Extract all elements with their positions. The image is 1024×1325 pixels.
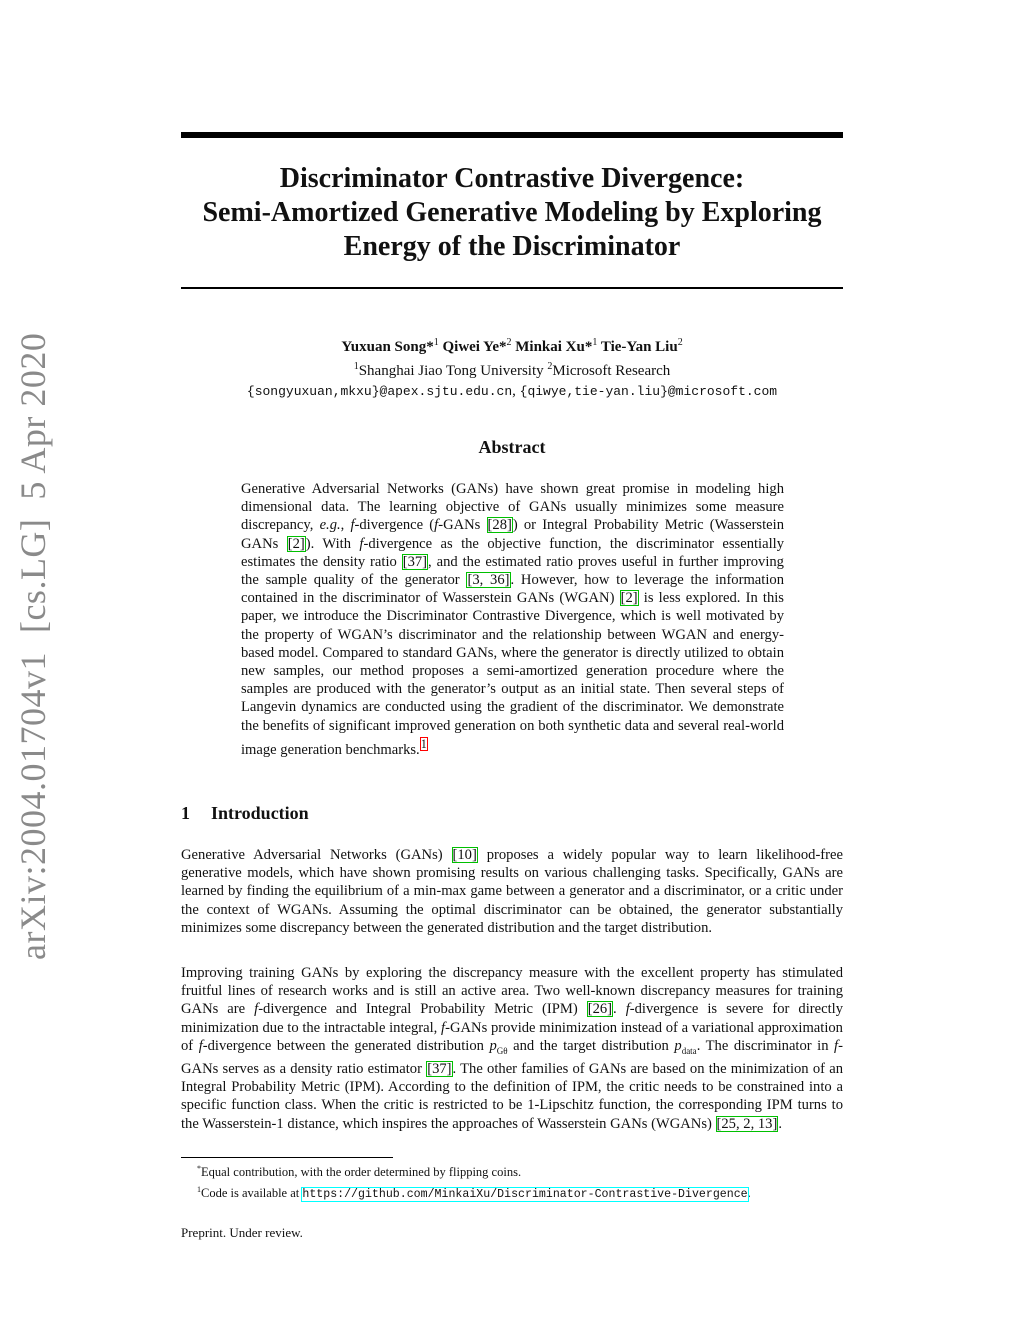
abstract-heading: Abstract <box>478 437 546 457</box>
paragraph-text-run: . <box>778 1115 782 1132</box>
arxiv-identifier-stamp: arXiv:2004.01704v1 [cs.LG] 5 Apr 2020 <box>13 332 53 960</box>
paragraph-text-run: -divergence between the generated distribution <box>202 1037 490 1054</box>
math-p-data: p <box>674 1037 682 1054</box>
author-2-affiliation: 2 <box>506 337 512 348</box>
section-number: 1 <box>181 803 190 823</box>
paragraph-text-run: Generative Adversarial Networks (GANs) <box>181 847 452 863</box>
footnote-rule <box>181 1157 393 1158</box>
footnote-star-mark: * <box>197 1164 201 1173</box>
math-f: f <box>434 517 439 534</box>
citation-2[interactable]: [2] <box>287 535 305 552</box>
author-2: Qiwei Ye* <box>442 339 507 355</box>
abstract-text-run: . However, how to leverage the information contained in the discriminator of Wasserstein GANs (WGAN) <box>241 572 784 607</box>
citation-10[interactable]: [10] <box>452 847 477 863</box>
title-line-3: Energy of the Discriminator <box>343 231 681 262</box>
abstract-text-run: , <box>340 517 351 534</box>
preprint-footer: Preprint. Under review. <box>181 1225 303 1240</box>
abstract-text-run: -divergence as the objective function, the discriminator essentially estimates the density ratio <box>241 535 784 570</box>
title-line-1: Discriminator Contrastive Divergence: <box>279 163 745 194</box>
math-f: f <box>254 1001 259 1018</box>
author-block <box>150 333 874 402</box>
math-f: f <box>834 1037 839 1054</box>
paragraph-text-run: -divergence is severe for directly minimization due to the intractable integral, <box>181 1001 843 1036</box>
math-f: f <box>625 1001 630 1018</box>
affiliation-2: Microsoft Research <box>552 363 671 379</box>
email-microsoft: {qiwye,tie-yan.liu}@microsoft.com <box>519 384 778 399</box>
citation-26[interactable]: [26] <box>587 1001 613 1018</box>
paragraph-text-run: and the target distribution <box>507 1037 675 1054</box>
intro-paragraph-1 <box>181 846 843 937</box>
abstract-text-run: Generative Adversarial Networks (GANs) have shown great promise in modeling high dimensional data. The learning objective of GANs usually minimizes some measure discrepancy, <box>241 481 784 534</box>
title-line-2: Semi-Amortized Generative Modeling by Exploring <box>202 197 822 228</box>
paragraph-text-run: . The other families of GANs are based on the minimization of an Integral Probability Metric (IPM). According to the definition of IPM, the critic needs to be constrained into a specific function class. When the critic is restricted to be 1-Lipschitz function, the corresponding IPM turns to the Wasserstein-1 distance, which inspires the approaches of Wasserstein GANs (WGANs) <box>181 1060 843 1132</box>
footnote-code <box>197 1181 857 1203</box>
abstract-eg: e.g. <box>319 517 341 534</box>
abstract-text-run: -GANs <box>438 517 487 534</box>
paragraph-text-run: . <box>613 1001 626 1018</box>
author-1-affiliation: 1 <box>433 337 439 348</box>
math-f: f <box>441 1019 446 1036</box>
section-heading-introduction <box>181 803 309 824</box>
citation-37[interactable]: [37] <box>402 553 428 570</box>
math-subscript-data: data <box>681 1045 697 1056</box>
footnotes <box>197 1160 857 1203</box>
footnote-1-link[interactable]: 1 <box>420 736 427 751</box>
abstract-text-run: -divergence ( <box>354 517 435 534</box>
affiliation-1-mark: 1 <box>353 361 359 372</box>
paragraph-text-run: Improving training GANs by exploring the discrepancy measure with the excellent property has stimulated fruitful lines of research works and is still an active area. Two well-known discrepancy measures for training GANs are <box>181 965 843 1018</box>
title-bottom-rule <box>181 287 843 289</box>
footnote-1-mark: 1 <box>197 1185 201 1195</box>
paragraph-text-run: -divergence and Integral Probability Metric (IPM) <box>258 1001 587 1018</box>
author-4: Tie-Yan Liu <box>600 339 678 355</box>
citation-28[interactable]: [28] <box>487 517 512 534</box>
email-sjtu: {songyuxuan,mkxu}@apex.sjtu.edu.cn <box>246 384 513 399</box>
paragraph-text-run: -GANs provide minimization instead of a variational approximation of <box>181 1019 843 1054</box>
math-p-g-theta: p <box>489 1037 497 1054</box>
author-3-affiliation: 1 <box>592 337 598 348</box>
paper-title <box>150 162 874 264</box>
abstract-text-run: ) or Integral Probability Metric (Wasserstein GANs <box>241 517 784 552</box>
intro-paragraph-2 <box>181 964 843 1133</box>
math-subscript-g-theta: Gθ <box>496 1045 508 1056</box>
email-separator: , <box>512 383 520 399</box>
author-4-affiliation: 2 <box>677 337 683 348</box>
paragraph-text-run: . The discriminator in <box>696 1037 835 1054</box>
math-f: f <box>350 517 355 534</box>
citation-2[interactable]: [2] <box>620 590 638 607</box>
author-1: Yuxuan Song* <box>341 339 434 355</box>
emails <box>150 381 874 402</box>
abstract-text <box>241 480 784 759</box>
abstract-text-run: ). With <box>305 535 360 552</box>
footnote-1-text: Code is available at <box>201 1186 303 1201</box>
abstract-text-run: , and the estimated ratio proves useful in further improving the sample quality of the generator <box>241 553 784 589</box>
author-3: Minkai Xu* <box>515 339 593 355</box>
affiliation-2-mark: 2 <box>547 361 553 372</box>
math-f: f <box>198 1037 203 1054</box>
code-repository-link[interactable]: https://github.com/MinkaiXu/Discriminator-Contrastive-Divergence <box>302 1188 748 1202</box>
citation-37[interactable]: [37] <box>427 1060 452 1077</box>
math-f: f <box>359 535 364 552</box>
paragraph-text-run: -GANs serves as a density ratio estimator <box>181 1037 843 1077</box>
affiliations <box>150 357 874 381</box>
author-names <box>150 333 874 357</box>
footnote-star-text: Equal contribution, with the order determined by flipping coins. <box>201 1165 522 1180</box>
citation-25-2-13[interactable]: [25, 2, 13] <box>716 1115 778 1132</box>
affiliation-1: Shanghai Jiao Tong University <box>358 363 544 379</box>
section-title: Introduction <box>211 803 309 823</box>
citation-3-36[interactable]: [3, 36] <box>467 572 510 589</box>
paragraph-text-run: proposes a widely popular way to learn likelihood-free generative models, which have shown promising results on various challenging tasks. Specifically, GANs are learned by finding the equilibrium of a min-max game between a generator and a discriminator, or a critic under the context of WGANs. Assuming the optimal discriminator can be obtained, the generator substantially minimizes some discrepancy between the generated distribution and the target distribution. <box>181 847 843 936</box>
abstract-text-run: is less explored. In this paper, we introduce the Discriminator Contrastive Divergence, which is well motivated by the property of WGAN’s discriminator and the relationship between WGAN and energy-based model. Compared to standard GANs, where the generator is directly utilized to obtain new samples, our method proposes a semi-amortized generation procedure where the samples are produced with the generator’s output as an initial state. Then several steps of Langevin dynamics are conducted using the gradient of the discriminator. We demonstrate the benefits of significant improved generation on both synthetic data and several real-world image generation benchmarks. <box>241 590 784 758</box>
footnote-1-end: . <box>747 1186 751 1201</box>
footnote-equal-contribution <box>197 1160 857 1181</box>
title-top-rule <box>181 132 843 138</box>
